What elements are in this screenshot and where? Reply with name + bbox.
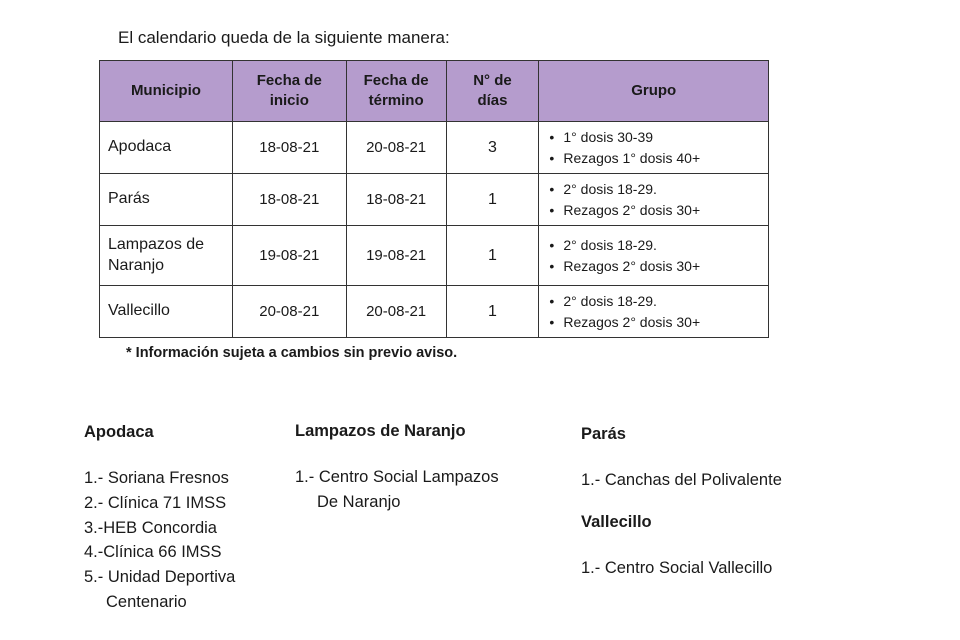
location-item: 3.-HEB Concordia bbox=[84, 518, 217, 537]
header-grupo: Grupo bbox=[539, 61, 769, 122]
cell-grupo bbox=[539, 122, 769, 174]
location-item-continuation: Centenario bbox=[106, 592, 187, 611]
schedule-table bbox=[99, 60, 769, 338]
table-row bbox=[100, 174, 769, 226]
cell-num-dias: 1 bbox=[446, 174, 539, 226]
grupo-item: • Rezagos 2° dosis 30+ bbox=[549, 256, 762, 276]
grupo-item: • Rezagos 2° dosis 30+ bbox=[549, 200, 762, 220]
cell-municipio: Apodaca bbox=[100, 122, 233, 174]
location-item: 1.- Canchas del Polivalente bbox=[581, 471, 782, 489]
header-fecha-termino: Fecha de término bbox=[346, 61, 446, 122]
cell-grupo bbox=[539, 174, 769, 226]
cell-fecha-termino: 20-08-21 bbox=[346, 122, 446, 174]
cell-fecha-inicio: 20-08-21 bbox=[232, 286, 346, 338]
cell-municipio: Vallecillo bbox=[100, 286, 233, 338]
cell-fecha-termino: 18-08-21 bbox=[346, 174, 446, 226]
header-fecha-inicio: Fecha de inicio bbox=[232, 61, 346, 122]
cell-num-dias: 1 bbox=[446, 226, 539, 286]
header-municipio: Municipio bbox=[100, 61, 233, 122]
table-header-row bbox=[100, 61, 769, 122]
table-row bbox=[100, 226, 769, 286]
location-item-text: 1.- Centro Social Lampazos bbox=[295, 468, 499, 486]
location-item bbox=[295, 465, 499, 515]
location-heading: Vallecillo bbox=[581, 512, 652, 531]
cell-grupo bbox=[539, 286, 769, 338]
location-item: 1.- Centro Social Vallecillo bbox=[581, 558, 773, 577]
cell-municipio: Parás bbox=[100, 174, 233, 226]
locations-lampazos bbox=[295, 422, 499, 515]
location-item: 1.- Soriana Fresnos bbox=[84, 469, 229, 487]
location-item-text: 5.- Unidad Deportiva bbox=[84, 568, 236, 586]
locations-paras-vallecillo bbox=[581, 425, 782, 581]
cell-municipio: Lampazos de Naranjo bbox=[100, 226, 233, 286]
location-item: 2.- Clínica 71 IMSS bbox=[84, 493, 227, 512]
grupo-item: • Rezagos 1° dosis 40+ bbox=[549, 148, 762, 168]
grupo-item: • 1° dosis 30-39 bbox=[549, 127, 762, 147]
cell-grupo bbox=[539, 226, 769, 286]
cell-fecha-inicio: 18-08-21 bbox=[232, 122, 346, 174]
cell-num-dias: 3 bbox=[446, 122, 539, 174]
table-row bbox=[100, 286, 769, 338]
grupo-item: • 2° dosis 18-29. bbox=[549, 291, 762, 311]
cell-fecha-inicio: 19-08-21 bbox=[232, 226, 346, 286]
disclaimer-note: * Información sujeta a cambios sin previo aviso. bbox=[126, 345, 458, 361]
location-heading: Apodaca bbox=[84, 423, 154, 441]
locations-apodaca bbox=[84, 423, 235, 615]
header-num-dias: N° de días bbox=[446, 61, 539, 122]
grupo-item: • 2° dosis 18-29. bbox=[549, 235, 762, 255]
cell-fecha-inicio: 18-08-21 bbox=[232, 174, 346, 226]
cell-fecha-termino: 19-08-21 bbox=[346, 226, 446, 286]
location-item bbox=[84, 565, 235, 615]
location-heading: Lampazos de Naranjo bbox=[295, 422, 466, 440]
location-item-continuation: De Naranjo bbox=[317, 492, 401, 511]
grupo-item: • 2° dosis 18-29. bbox=[549, 179, 762, 199]
cell-num-dias: 1 bbox=[446, 286, 539, 338]
location-heading: Parás bbox=[581, 425, 626, 443]
table-row bbox=[100, 122, 769, 174]
intro-text: El calendario queda de la siguiente manera: bbox=[118, 28, 450, 47]
grupo-item: • Rezagos 2° dosis 30+ bbox=[549, 312, 762, 332]
location-item: 4.-Clínica 66 IMSS bbox=[84, 543, 222, 562]
cell-fecha-termino: 20-08-21 bbox=[346, 286, 446, 338]
